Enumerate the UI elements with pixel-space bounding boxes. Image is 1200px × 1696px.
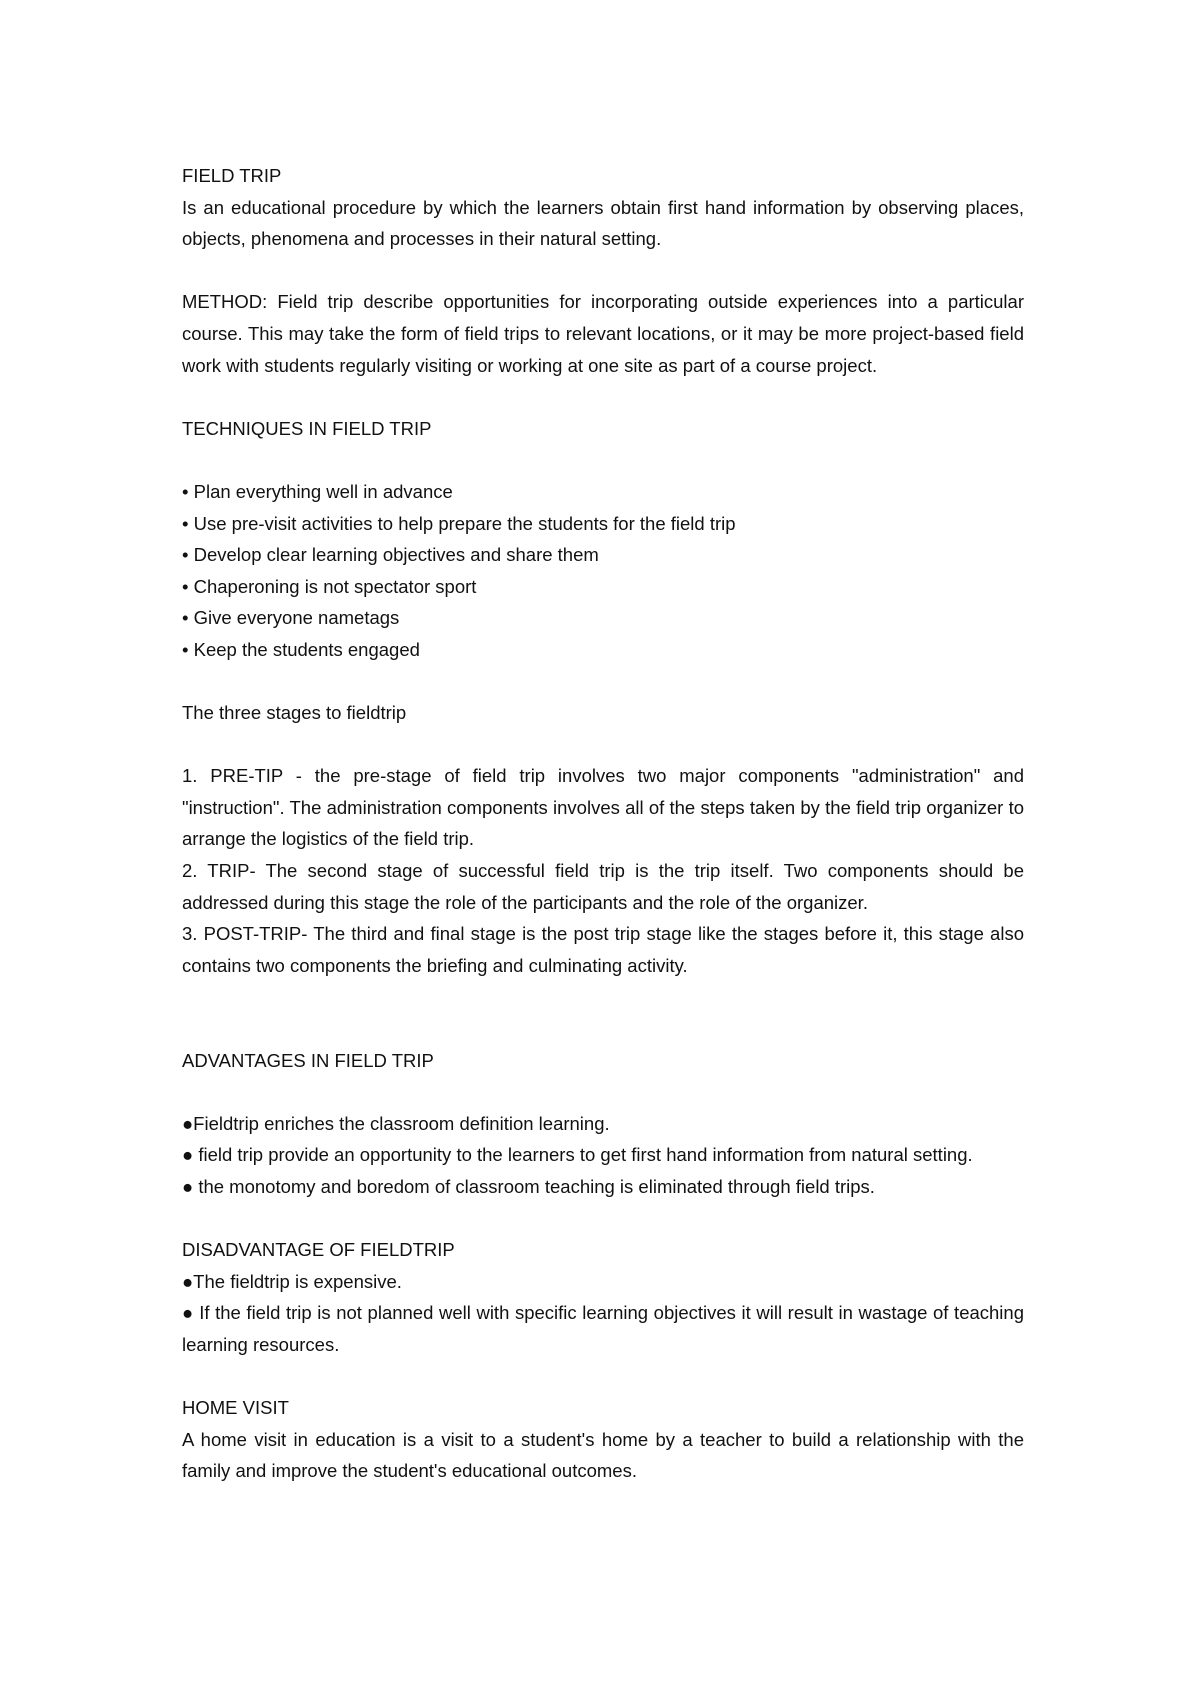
- list-item: ●The fieldtrip is expensive.: [182, 1270, 402, 1292]
- spacer: [182, 729, 1024, 761]
- spacer: [182, 1203, 1024, 1235]
- spacer: [182, 1076, 1024, 1108]
- list-item: ●Fieldtrip enriches the classroom definition learning.: [182, 1112, 610, 1134]
- techniques-heading: TECHNIQUES IN FIELD TRIP: [182, 417, 432, 439]
- techniques-list: [182, 476, 1024, 666]
- advantages-list: [182, 1108, 1024, 1203]
- method-paragraph: METHOD: Field trip describe opportunities for incorporating outside experiences into a particular course. This may take the form of field trips to relevant locations, or it may be more project-based field work with students regularly visiting or working at one site as part of a course project.: [182, 291, 1024, 376]
- list-item: 2. TRIP- The second stage of successful field trip is the trip itself. Two components should be addressed during this stage the role of the participants and the role of the organizer.: [182, 860, 1024, 913]
- spacer: [182, 981, 1024, 1044]
- field-trip-heading: FIELD TRIP: [182, 165, 282, 186]
- disadvantages-heading: DISADVANTAGE OF FIELDTRIP: [182, 1239, 455, 1261]
- spacer: [182, 666, 1024, 698]
- list-item: • Keep the students engaged: [182, 638, 420, 660]
- list-item: 1. PRE-TIP - the pre-stage of field trip involves two major components "administration" and "instruction". The administration components involves all of the steps taken by the field trip organizer to arrange the logistics of the field trip.: [182, 765, 1024, 850]
- spacer: [182, 381, 1024, 413]
- list-item: • Give everyone nametags: [182, 607, 400, 629]
- spacer: [182, 255, 1024, 287]
- list-item: ● the monotomy and boredom of classroom teaching is eliminated through field trips.: [182, 1176, 875, 1197]
- advantages-heading: ADVANTAGES IN FIELD TRIP: [182, 1049, 434, 1071]
- disadvantages-list: [182, 1266, 1024, 1361]
- document-page: [182, 160, 1024, 1487]
- list-item: • Use pre-visit activities to help prepare the students for the field trip: [182, 512, 736, 534]
- list-item: 3. POST-TRIP- The third and final stage is the post trip stage like the stages before it, this stage also contains two components the briefing and culminating activity.: [182, 923, 1024, 976]
- list-item: • Chaperoning is not spectator sport: [182, 575, 477, 597]
- home-visit-heading: HOME VISIT: [182, 1397, 289, 1419]
- stages-list: [182, 760, 1024, 981]
- field-trip-definition: Is an educational procedure by which the learners obtain first hand information by observing places, objects, phenomena and processes in their natural setting.: [182, 196, 1024, 250]
- spacer: [182, 1361, 1024, 1393]
- stages-heading: The three stages to fieldtrip: [182, 702, 407, 724]
- spacer: [182, 444, 1024, 476]
- list-item: ● If the field trip is not planned well with specific learning objectives it will result in wastage of teaching learning resources.: [182, 1302, 1024, 1355]
- list-item: ● field trip provide an opportunity to the learners to get first hand information from natural setting.: [182, 1144, 973, 1166]
- list-item: • Develop clear learning objectives and share them: [182, 544, 599, 566]
- list-item: • Plan everything well in advance: [182, 480, 453, 502]
- home-visit-definition: A home visit in education is a visit to a student's home by a teacher to build a relationship with the family and improve the student's educational outcomes.: [182, 1428, 1024, 1482]
